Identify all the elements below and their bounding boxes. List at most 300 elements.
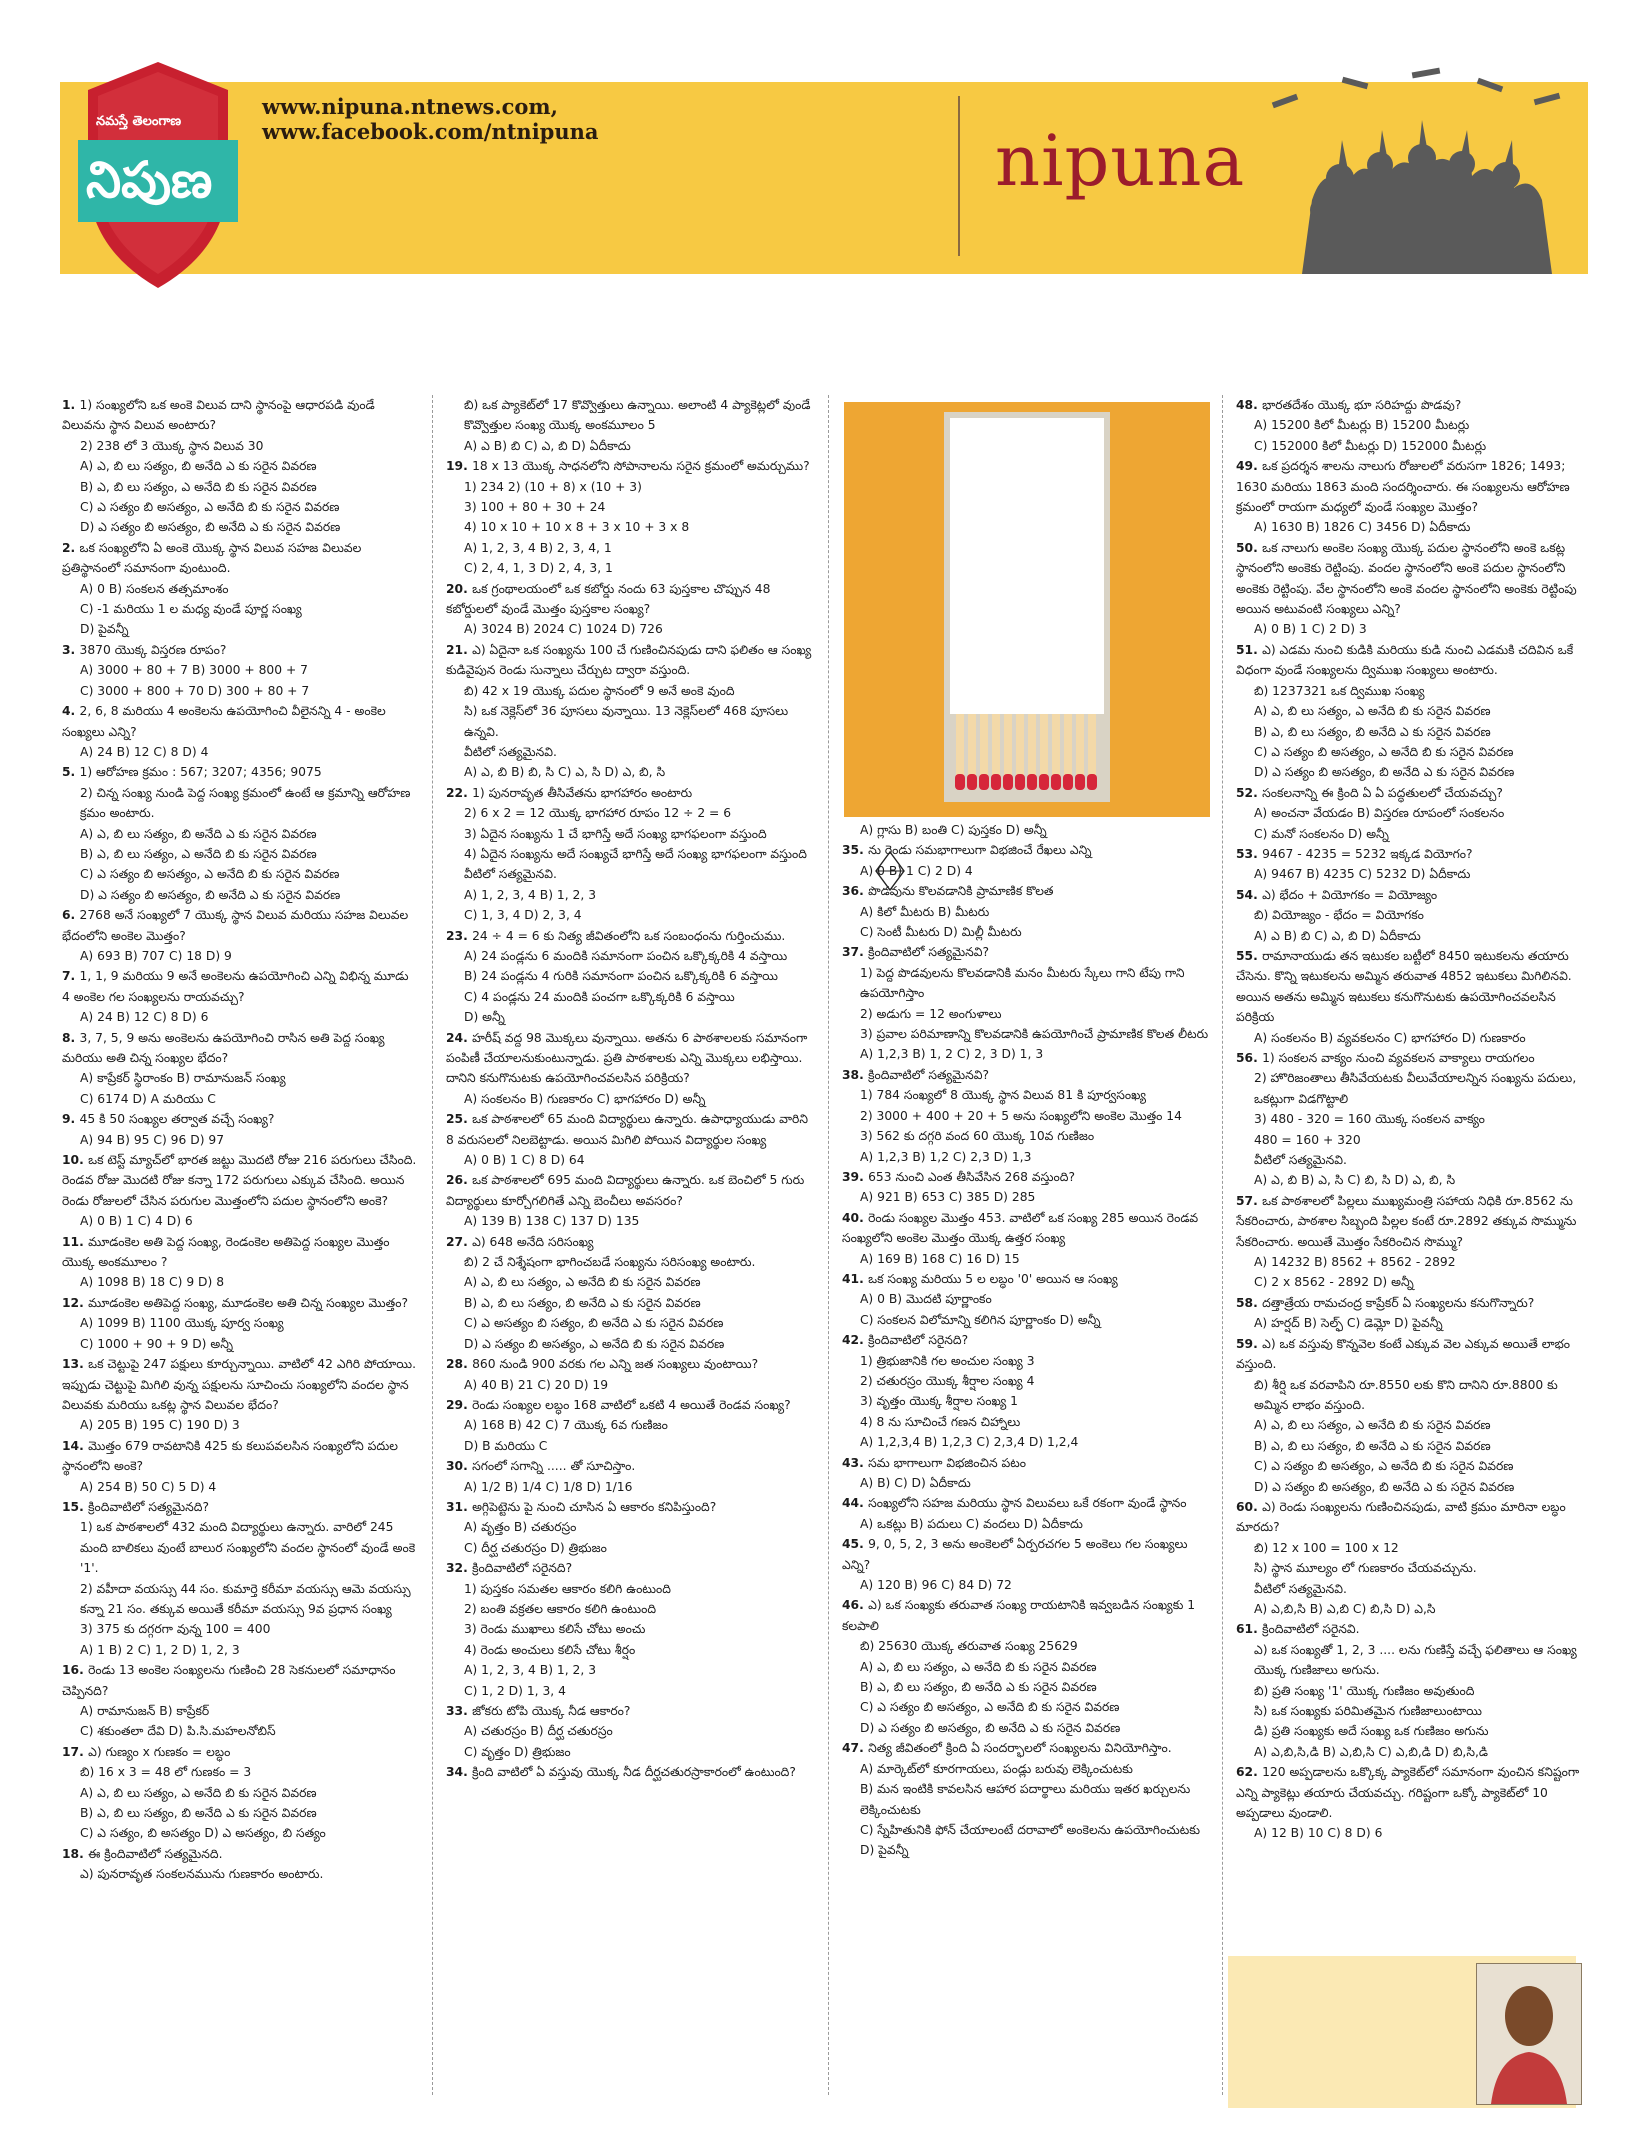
question-text [1236, 640, 1582, 681]
question-number: 1. [62, 398, 80, 412]
question-item [62, 1028, 420, 1110]
question-item [842, 1595, 1214, 1738]
question-stem: ఒక సంఖ్య మరియు 5 ల లబ్ధం '0' అయిన ఆ సంఖ్య [868, 1271, 1118, 1286]
answer-option: 3) 375 కు దగ్గరగా వున్న 100 = 400 [80, 1622, 271, 1637]
question-text [842, 1330, 1214, 1350]
answer-option: C) -1 మరియు 1 ల మధ్య వుండే పూర్ణ సంఖ్య [80, 602, 302, 617]
answer-option: D) B మరియు C [464, 1438, 548, 1453]
question-stem: మొత్తం 679 రావటానికి 425 కు కలుపవలసిన సంఖ్యలోని పదుల స్థానంలోని అంకె? [62, 1438, 399, 1474]
question-item [62, 538, 420, 640]
question-text [1236, 1497, 1582, 1538]
answer-option: A) 0 B) సంకలన తత్సమాంశం [80, 581, 229, 596]
question-item [842, 1167, 1214, 1208]
answer-option: C) 1, 2 D) 1, 3, 4 [464, 1683, 566, 1698]
question-stem: ఎ) 648 అనేది సరిసంఖ్య [472, 1234, 594, 1249]
question-item [842, 942, 1214, 1064]
question-text [446, 1395, 818, 1415]
answer-option: A) మార్కెట్‌లో కూరగాయలు, పండ్లు బరువు లెక్కించుటకు [860, 1761, 1133, 1776]
answer-option: బి) శీర్షి ఒక వరవాపిని రూ.8550 లకు కొని దానిని రూ.8800 కు అమ్మిన లాభం వస్తుంది. [1254, 1377, 1558, 1412]
answer-option: A) ఎ, బి లు సత్యం, ఎ అనేది బి కు సరైన వివరణ [80, 1785, 317, 1800]
answer-option: C) ఎ సత్యం బి అసత్యం, ఎ అనేది బి కు సరైన వివరణ [860, 1700, 1120, 1715]
question-number: 22. [446, 785, 473, 800]
question-number: 16. [62, 1663, 89, 1678]
question-item [62, 640, 420, 701]
question-number: 28. [446, 1357, 473, 1372]
answer-option: A) 168 B) 42 C) 7 యొక్క 6వ గుణిజం [464, 1418, 668, 1433]
question-text [842, 1738, 1214, 1758]
answer-option: A) 15200 కిలో మీటర్లు B) 15200 మీటర్లు [1254, 418, 1470, 433]
answer-option: A) 0 B) 1 C) 8 D) 64 [464, 1153, 585, 1168]
question-item [62, 1742, 420, 1844]
question-number: 33. [446, 1704, 473, 1718]
answer-option: వీటిలో సత్యమైనవి. [464, 867, 557, 882]
question-item [62, 1436, 420, 1497]
answer-option: బి) 1237321 ఒక ద్విముఖ సంఖ్య [1254, 683, 1425, 698]
question-number: 52. [1236, 785, 1263, 800]
question-item [1236, 885, 1582, 946]
question-number: 41. [842, 1271, 869, 1286]
question-item [842, 1493, 1214, 1534]
answer-option: A) ఎ, బి లు సత్యం, బి అనేది ఎ కు సరైన వివరణ [80, 459, 317, 474]
answer-option: 4) రెండు అంచులు కలిసే చోటు శీర్షం [464, 1642, 636, 1657]
question-number: 46. [842, 1598, 869, 1613]
question-item [62, 905, 420, 966]
answer-option: బి) 12 x 100 = 100 x 12 [1254, 1540, 1399, 1555]
answer-option: C) 1000 + 90 + 9 D) అన్నీ [80, 1336, 234, 1351]
question-number: 10. [62, 1153, 89, 1168]
question-item [446, 783, 818, 926]
facebook-link[interactable]: www.facebook.com/ntnipuna [262, 119, 599, 144]
question-stem: 1) సంఖ్యలోని ఒక అంకె విలువ దాని స్థానంపై ఆధారపడి వుండే విలువను స్థాన విలువ అంటారు? [62, 398, 375, 433]
question-stem: జోకరు టోపి యొక్క నీడ ఆకారం? [472, 1704, 631, 1718]
question-number: 8. [62, 1030, 80, 1045]
question-stem: అగ్గిపెట్టెను పై నుంచి చూసిన ఏ ఆకారం కనిపిస్తుంది? [472, 1499, 717, 1514]
question-number: 53. [1236, 846, 1263, 861]
answer-option: C) ఎ సత్యం బి అసత్యం, ఎ అనేది బి కు సరైన వివరణ [1254, 1459, 1514, 1474]
question-number: 5. [62, 765, 80, 780]
column-divider [432, 395, 433, 2095]
question-stem: 3, 7, 5, 9 అను అంకెలను ఉపయోగించి రాసిన అతి పెద్ద సంఖ్య మరియు అతి చిన్న సంఖ్యల భేదం? [62, 1030, 385, 1065]
question-text [62, 1028, 420, 1069]
answer-option: 2) చిన్న సంఖ్య నుండి పెద్ద సంఖ్య క్రమంలో ఉంటే ఆ క్రమాన్ని ఆరోహణ క్రమం అంటారు. [80, 785, 411, 821]
question-stem: 120 అప్పడాలను ఒక్కొక్క ప్యాకెట్‌లో సమానంగా వుంచిన కనిష్టంగా ఎన్ని ప్యాకెట్లు తయారు చేయవచ్చు. గరిష్టంగా ఒక్కో ప్యాకెట్‌లో 10 అప్పడాలు వుండాలి. [1236, 1765, 1580, 1821]
question-item [842, 1208, 1214, 1269]
answer-option: C) సంకలన విలోమాన్ని కలిగిన పూర్ణాంకం D) అన్నీ [860, 1312, 1101, 1327]
answer-option: C) 3000 + 800 + 70 D) 300 + 80 + 7 [80, 683, 310, 698]
question-text [1236, 538, 1582, 620]
question-text [62, 395, 420, 436]
question-text [446, 1762, 818, 1782]
question-stem: భారతదేశం యొక్క భూ సరిహద్దు పొడవు? [1262, 398, 1462, 412]
question-text [446, 640, 818, 681]
answer-option: A) ఎ, బి లు సత్యం, ఎ అనేది బి కు సరైన వివరణ [1254, 704, 1491, 719]
question-column-3 [842, 820, 1214, 2110]
question-stem: క్రిందివాటిలో సరైనవి. [1262, 1622, 1360, 1637]
question-item [446, 926, 818, 1028]
question-item [62, 1844, 420, 1885]
question-text [842, 1453, 1214, 1473]
question-item [62, 1293, 420, 1354]
question-stem: ఎ) ఎడమ నుంచి కుడికి మరియు కుడి నుంచి ఎడమకి చదివిన ఒకే విధంగా వుండే సంఖ్యలను ద్విముఖ సంఖ్యలు అంటారు. [1236, 642, 1574, 678]
question-stem: 18 x 13 యొక్క సాధనలోని సోపానాలను సరైన క్రమంలో అమర్చుము? [472, 459, 810, 474]
answer-option: B) ఎ, బి లు సత్యం, బి అనేది ఎ కు సరైన వివరణ [464, 1295, 701, 1310]
question-item [62, 966, 420, 1027]
answer-option: A) రామానుజన్ B) కాప్రేకర్ [80, 1704, 210, 1718]
answer-option: A) B) C) D) ఏదీకాదు [860, 1476, 971, 1490]
question-text [842, 1208, 1214, 1249]
question-text [62, 1293, 420, 1313]
question-number: 59. [1236, 1336, 1263, 1351]
answer-option: A) 1, 2, 3, 4 B) 1, 2, 3 [464, 887, 597, 902]
question-item [446, 1558, 818, 1701]
answer-option: 2) హొరిజంతాలు తీసివేయటకు వీలువేయాలన్నిన సంఖ్యను పదులు, ఒకట్లుగా విడగొట్టాలి [1254, 1071, 1577, 1106]
question-stem: 1, 1, 9 మరియు 9 అనే అంకెలను ఉపయోగించి ఎన్ని విభిన్న మూడు 4 అంకెల గల సంఖ్యలను రాయవచ్చు? [62, 969, 409, 1004]
question-number: 57. [1236, 1193, 1263, 1208]
answer-option: B) ఎ, బి లు సత్యం, బి అనేది ఎ కు సరైన వివరణ [860, 1680, 1097, 1695]
question-stem: క్రిందివాటిలో సరైనది? [868, 1333, 969, 1348]
question-item [446, 1354, 818, 1395]
question-stem: దత్తాత్రేయ రామచంద్ర కాప్రేకర్ ఏ సంఖ్యలను కనుగొన్నారు? [1262, 1295, 1535, 1310]
question-stem: 9467 - 4235 = 5232 ఇక్కడ వియోగం? [1262, 846, 1473, 861]
question-number: 17. [62, 1744, 89, 1759]
question-item [446, 395, 818, 456]
question-number: 61. [1236, 1622, 1263, 1637]
question-text [62, 1232, 420, 1273]
question-item [446, 1170, 818, 1231]
answer-option: A) ఎ, బి లు సత్యం, బి అనేది ఎ కు సరైన వివరణ [80, 826, 317, 841]
answer-option: A) 0 B) 1 C) 2 D) 4 [860, 863, 973, 878]
question-stem: 1) సంకలన వాక్యం నుంచి వ్యవకలన వాక్యాలు రాయగలం [1262, 1051, 1535, 1065]
question-text [62, 1354, 420, 1415]
question-stem: 1) ఆరోహణ క్రమం : 567; 3207; 4356; 9075 [79, 765, 322, 780]
answer-option: D) ఎ సత్యం బి అసత్యం, బి అనేది ఎ కు సరైన వివరణ [1254, 1479, 1515, 1494]
question-number: 19. [446, 459, 473, 474]
question-number: 3. [62, 642, 80, 657]
answer-option: వీటిలో సత్యమైనవి. [1254, 1581, 1347, 1596]
answer-option: C) మనో సంకలనం D) అన్నీ [1254, 826, 1389, 841]
question-stem: రెండు 13 అంకెల సంఖ్యలను గుణించి 28 సెకనులలో సమాధానం చెప్పినది? [62, 1663, 396, 1698]
question-number: 14. [62, 1438, 89, 1453]
answer-option: A) అంచనా వేయడం B) విస్తరణ రూపంలో సంకలనం [1254, 806, 1505, 821]
question-text [446, 579, 818, 620]
answer-option: D) పైవన్నీ [80, 622, 129, 637]
answer-option: C) సెంటీ మీటరు D) మిల్లీ మీటరు [860, 925, 1022, 940]
answer-option: బి) 25630 యొక్క తరువాత సంఖ్య 25629 [860, 1639, 1078, 1654]
answer-option: 1) పెద్ద పొడవులను కొలవడానికి మనం మీటరు స్కేలు గాని టేపు గాని ఉపయోగిస్తాం [860, 965, 1185, 1001]
question-text [62, 538, 420, 579]
question-text [1236, 456, 1582, 517]
answer-option: A) కిలో మీటరు B) మీటరు [860, 904, 990, 919]
question-number: 12. [62, 1295, 89, 1310]
answer-option: 3) 480 - 320 = 160 యొక్క సంకలన వాక్యం [1254, 1112, 1485, 1127]
question-number: 7. [62, 969, 80, 984]
answer-option: A) ఎ, బి లు సత్యం, ఎ అనేది బి కు సరైన వివరణ [464, 1275, 701, 1290]
question-item [62, 1497, 420, 1660]
answer-option: C) వృత్తం D) త్రిభుజం [464, 1744, 571, 1759]
question-text [62, 966, 420, 1007]
answer-option: 1) త్రిభుజానికి గల అంచుల సంఖ్య 3 [860, 1353, 1035, 1368]
answer-option: వీటిలో సత్యమైనవి. [1254, 1153, 1347, 1168]
answer-option: B) ఎ, బి లు సత్యం, ఎ అనేది బి కు సరైన వివరణ [80, 846, 317, 861]
question-number: 6. [62, 908, 80, 923]
answer-option: బి) 42 x 19 యొక్క పదుల స్థానంలో 9 అనే అంకె వుంది [464, 683, 735, 698]
question-stem: ఒక గ్రంథాలయంలో ఒక కబోర్డు నందు 63 పుస్తకాల చొప్పున 48 కబోర్డులలో వుండే మొత్తం పుస్తకాల సంఖ్య? [446, 581, 771, 617]
question-item [842, 1269, 1214, 1330]
answer-option: 1) పుస్తకం సమతల ఆకారం కలిగి ఉంటుంది [464, 1581, 671, 1596]
question-stem: ఎ) ఏదైనా ఒక సంఖ్యను 100 చే గుణించినపుడు దాని ఫలితం ఆ సంఖ్య కుడివైపున రెండు సున్నాలు చేర్చుట ద్వారా వస్తుంది. [446, 642, 812, 678]
answer-option: 2) బంతి వక్రతల ఆకారం కలిగి ఉంటుంది [464, 1601, 657, 1616]
answer-option: A) 169 B) 168 C) 16 D) 15 [860, 1251, 1020, 1266]
question-number: 49. [1236, 459, 1263, 474]
answer-option: A) 1 B) 2 C) 1, 2 D) 1, 2, 3 [80, 1642, 240, 1657]
question-text [446, 1497, 818, 1517]
question-item [446, 1395, 818, 1456]
question-item [1236, 1619, 1582, 1762]
question-number: 56. [1236, 1051, 1263, 1065]
answer-option: బి) 16 x 3 = 48 లో గుణకం = 3 [80, 1765, 252, 1780]
answer-option: A) 9467 B) 4235 C) 5232 D) ఏదీకాదు [1254, 867, 1471, 882]
question-stem: 3870 యొక్క విస్తరణ రూపం? [79, 642, 227, 657]
answer-option: 3) ప్రవాల పరిమాణాన్ని కొలవడానికి ఉపయోగించే ప్రామాణిక కొలత లీటరు [860, 1027, 1209, 1042]
question-text [446, 1354, 818, 1374]
question-stem: క్రిందివాటిలో సత్యమైనది? [88, 1499, 209, 1514]
question-text [62, 1436, 420, 1477]
question-item [446, 1232, 818, 1354]
answer-option: D) ఎ సత్యం బి అసత్యం, బి అనేది ఎ కు సరైన వివరణ [1254, 765, 1515, 780]
answer-option: D) ఎ సత్యం బి అసత్యం, బి అనేది ఎ కు సరైన వివరణ [80, 520, 341, 535]
question-text [62, 905, 420, 946]
answer-option: A) 0 B) మొదటి పూర్ణాంకం [860, 1292, 992, 1307]
answer-option: D) అన్నీ [464, 1010, 505, 1025]
question-item [62, 1109, 420, 1150]
question-item [1236, 640, 1582, 783]
question-stem: సగంలో సగాన్ని ..... తో సూచిస్తాం. [472, 1459, 636, 1474]
question-item [1236, 538, 1582, 640]
question-text [446, 1109, 818, 1150]
question-stem: క్రిందివాటిలో సరైనది? [472, 1561, 573, 1576]
answer-option: A) ఎ B) బి C) ఎ, బి D) ఏదీకాదు [1254, 928, 1421, 943]
question-stem: 9, 0, 5, 2, 3 అను అంకెలలో ఏర్పరచగల 5 అంకెలు గల సంఖ్యలు ఎన్ని? [842, 1537, 1188, 1572]
answer-option: సి) ఒక సంఖ్యకు పరిమితమైన గుణిజాలుంటాయి [1254, 1704, 1482, 1718]
question-number: 39. [842, 1169, 869, 1184]
badge-tagline: నమస్తే తెలంగాణ [96, 114, 182, 129]
question-item [842, 1330, 1214, 1452]
question-stem: 2768 అనే సంఖ్యలో 7 యొక్క స్థాన విలువ మరియు సహజ విలువల భేదంలోని అంకెల మొత్తం? [62, 908, 409, 943]
question-stem: ఒక చెట్టుపై 247 పక్షులు కూర్చున్నాయి. వాటిలో 42 ఎగిరి పోయాయి. ఇప్పుడు చెట్టుపై మిగిలి వున్న పక్షులను సూచించు సంఖ్యలోని వందల స్థాన విలువకు మరియు ఒకట్ల స్థాన విలువల భేదం? [62, 1357, 416, 1412]
question-text [446, 1701, 818, 1721]
answer-option: A) 1,2,3,4 B) 1,2,3 C) 2,3,4 D) 1,2,4 [860, 1435, 1079, 1450]
answer-option: 2) 238 లో 3 యొక్క స్థాన విలువ 30 [80, 438, 264, 453]
question-stem: ఒక సంఖ్యలోని ఏ అంకె యొక్క స్థాన విలువ సహజ విలువల ప్రతిస్థానంలో సమానంగా వుంటుంది. [62, 540, 362, 576]
answer-option: A) 205 B) 195 C) 190 D) 3 [80, 1418, 240, 1433]
answer-option: 2) 6 x 2 = 12 యొక్క భాగహార రూపం 12 ÷ 2 = 6 [464, 806, 732, 821]
answer-option: C) 4 పండ్లను 24 మందికి పంచగా ఒక్కొక్కరికి 6 వస్తాయి [464, 989, 735, 1004]
answer-option: D) ఎ సత్యం బి అసత్యం, ఎ అనేది బి కు సరైన వివరణ [464, 1336, 725, 1351]
answer-option: A) 12 B) 10 C) 8 D) 6 [1254, 1826, 1383, 1841]
question-item [1236, 946, 1582, 1048]
question-stem: 45 కి 50 సంఖ్యల తర్వాత వచ్చే సంఖ్య? [79, 1112, 275, 1127]
answer-option: A) ఎ B) బి C) ఎ, బి D) ఏదీకాదు [464, 438, 631, 453]
website-link[interactable]: www.nipuna.ntnews.com, [262, 94, 558, 119]
answer-option: A) హర్షద్ B) సెల్ఫ్ C) డెమ్లో D) పైవన్నీ [1254, 1316, 1443, 1331]
question-number: 48. [1236, 398, 1263, 412]
question-number: 40. [842, 1210, 869, 1225]
answer-option: C) దీర్ఘ చతురస్రం D) త్రిభుజం [464, 1540, 607, 1555]
answer-option: A) 120 B) 96 C) 84 D) 72 [860, 1578, 1012, 1593]
graduation-crowd-icon [1262, 60, 1584, 274]
answer-option: A) 1,2,3 B) 1,2 C) 2,3 D) 1,3 [860, 1149, 1032, 1164]
answer-option: A) ఎ, బి B) ఎ, సి C) బి, సి D) ఎ, బి, సి [1254, 1173, 1456, 1188]
question-text [446, 1232, 818, 1252]
question-item [62, 1354, 420, 1436]
answer-option: 480 = 160 + 320 [1254, 1132, 1361, 1147]
answer-option: A) 24 పండ్లను 6 మందికి సమానంగా పంచిన ఒక్కొక్కరికి 4 వస్తాయి [464, 948, 788, 963]
question-item [446, 1497, 818, 1558]
answer-option: A) 693 B) 707 C) 18 D) 9 [80, 948, 232, 963]
question-number: 32. [446, 1561, 473, 1576]
question-number: 60. [1236, 1499, 1263, 1514]
question-column-1 [62, 395, 420, 2095]
question-item [446, 456, 818, 578]
question-stem: ఒక పాఠశాలలో పిల్లలు ముఖ్యమంత్రి సహాయ నిధికి రూ.8562 ను సేకరించారు, పాఠశాల సిబ్బంది పిల్లల కంటే రూ.2892 తక్కువ సొమ్మును సేకరించారు. అయితే మొత్తం సేకరించిన సొమ్ము? [1236, 1193, 1577, 1249]
question-number: 11. [62, 1234, 89, 1249]
question-item [1236, 1497, 1582, 1619]
question-stem: ఒక పాఠశాలలో 65 మంది విద్యార్థులు ఉన్నారు. ఉపాధ్యాయుడు వారిని 8 వరుసలలో నిలబెట్టాడు. అయిన మిగిలి పోయిన విద్యార్థుల సంఖ్య [446, 1112, 808, 1147]
question-number: 29. [446, 1397, 473, 1412]
question-stem: రెండు సంఖ్యల లబ్ధం 168 వాటిలో ఒకటి 4 అయితే రెండవ సంఖ్య? [472, 1397, 791, 1412]
question-item [62, 1232, 420, 1293]
question-text [1236, 1334, 1582, 1375]
question-stem: ఈ క్రిందివాటిలో సత్యమైనది. [88, 1846, 223, 1861]
question-number: 55. [1236, 948, 1263, 963]
question-item [1236, 1334, 1582, 1497]
question-item [446, 1028, 818, 1110]
question-text [842, 1065, 1214, 1085]
question-text [446, 926, 818, 946]
question-stem: 1) పునరావృత తీసివేతను భాగహారం అంటారు [472, 785, 693, 800]
question-stem: ఒక ప్రదర్శన శాలను నాలుగు రోజులలో వరుసగా 1826; 1493; 1630 మరియు 1863 మంది సందర్శించారు. ఈ సంఖ్యలను ఆరోహణ క్రమంలో రాయగా మధ్యలో వుండే సంఖ్యల మొత్తం? [1236, 459, 1570, 515]
question-item [1236, 844, 1582, 885]
question-number: 20. [446, 581, 473, 596]
answer-option: B) మన ఇంటికి కావలసిన ఆహార పదార్థాలు మరియు ఇతర ఖర్చులను లెక్కించుటకు [860, 1782, 1191, 1817]
answer-option: 4) 8 ను సూచించే గణన చిహ్నాలు [860, 1414, 1021, 1429]
answer-option: C) 152000 కిలో మీటర్లు D) 152000 మీటర్లు [1254, 438, 1487, 453]
question-number: 31. [446, 1499, 473, 1514]
answer-option: A) ఎ, బి లు సత్యం, ఎ అనేది బి కు సరైన వివరణ [860, 1659, 1097, 1674]
answer-option: సి) స్థాన మూల్యం లో గుణకారం చేయవచ్చును. [1254, 1561, 1477, 1576]
answer-option: C) ఎ సత్యం, బి అసత్యం D) ఎ అసత్యం, బి సత్యం [80, 1826, 326, 1841]
answer-option: 3) రెండు ముఖాలు కలిసే చోటు అంచు [464, 1622, 646, 1637]
question-number: 45. [842, 1537, 869, 1552]
answer-option: డి) ప్రతి సంఖ్యకు అదే సంఖ్య ఒక గుణిజం అగును [1254, 1724, 1489, 1739]
question-stem: 860 నుండి 900 వరకు గల ఎన్ని జత సంఖ్యలు వుంటాయి? [472, 1357, 759, 1372]
question-item [842, 1534, 1214, 1595]
answer-option: A) సంకలనం B) వ్యవకలనం C) భాగహారం D) గుణకారం [1254, 1030, 1526, 1045]
answer-option: 3) వృత్తం యొక్క శీర్షాల సంఖ్య 1 [860, 1394, 1018, 1409]
answer-option: A) 3000 + 80 + 7 B) 3000 + 800 + 7 [80, 663, 309, 678]
answer-option: వీటిలో సత్యమైనవి. [464, 744, 557, 759]
answer-option: 3) ఏదైన సంఖ్యను 1 చే భాగిస్తే అదే సంఖ్య భాగఫలంగా వస్తుంది [464, 826, 767, 841]
badge-title: నిపుణ [86, 151, 213, 209]
question-text [62, 762, 420, 782]
question-item [446, 1762, 818, 1782]
question-number: 35. [842, 843, 869, 858]
question-number: 50. [1236, 540, 1263, 555]
answer-option: A) ఒకట్లు B) పదులు C) వందలు D) ఏదీకాదు [860, 1516, 1083, 1531]
answer-option: A) 1099 B) 1100 యొక్క పూర్వ సంఖ్య [80, 1316, 284, 1331]
question-item [1236, 1048, 1582, 1191]
answer-option: C) 1, 3, 4 D) 2, 3, 4 [464, 908, 582, 923]
answer-option: A) సంకలనం B) గుణకారం C) భాగహారం D) అన్నీ [464, 1091, 706, 1106]
question-item [842, 1453, 1214, 1494]
question-text [842, 1167, 1214, 1187]
answer-option: B) 24 పండ్లను 4 గురికి సమానంగా పంచిన ఒక్కొక్కరికి 6 వస్తాయి [464, 969, 778, 984]
question-item [1236, 1191, 1582, 1293]
question-text [62, 1660, 420, 1701]
question-item [446, 640, 818, 783]
question-number: 58. [1236, 1295, 1263, 1310]
question-text [62, 1109, 420, 1129]
answer-option: A) 139 B) 138 C) 137 D) 135 [464, 1214, 640, 1229]
question-number: 47. [842, 1741, 869, 1756]
question-text [446, 1558, 818, 1578]
answer-option: బి) 2 చే నిశ్శేషంగా భాగించబడే సంఖ్యను సరిసంఖ్య అంటారు. [464, 1255, 756, 1270]
question-stem: పొడవును కొలవడానికి ప్రామాణిక కొలత [868, 884, 1054, 899]
answer-option: A) 1630 B) 1826 C) 3456 D) ఏదీకాదు [1254, 520, 1471, 535]
answer-option: C) ఎ సత్యం బి అసత్యం, ఎ అనేది బి కు సరైన వివరణ [80, 500, 340, 515]
answer-option: 3) 562 కు దగ్గరి వంద 60 యొక్క 10వ గుణిజం [860, 1129, 1095, 1144]
question-text [842, 1595, 1214, 1636]
question-item [842, 1065, 1214, 1167]
question-text [1236, 1293, 1582, 1313]
question-stem: హరీష్ వద్ద 98 మొక్కలు వున్నాయి. అతను 6 పాఠశాలలకు సమానంగా పంపిణీ చేయాలనుకుంటున్నాడు. ప్రతి పాఠశాలకు ఎన్ని మొక్కలు లభిస్తాయి. దానిని కనుగొనుటకు ఉపయోగించవలసిన పరిక్రియ? [446, 1030, 808, 1086]
question-text [1236, 885, 1582, 905]
question-text [1236, 946, 1582, 1028]
question-stem: ఎ) ఒక సంఖ్యకు తరువాత సంఖ్య రాయటానికి ఇవ్వబడిన సంఖ్యకు 1 కలపాలి [842, 1598, 1196, 1633]
question-text [842, 1493, 1214, 1513]
question-item [1236, 456, 1582, 538]
question-number: 34. [446, 1765, 473, 1780]
column-divider [1222, 395, 1223, 2095]
answer-option: A) 1,2,3 B) 1, 2 C) 2, 3 D) 1, 3 [860, 1047, 1044, 1062]
question-column-4 [1236, 395, 1582, 1955]
answer-option: బి) వియోజ్యం - భేదం = వియోగకం [1254, 908, 1424, 923]
question-number: 36. [842, 884, 869, 899]
answer-option: A) 921 B) 653 C) 385 D) 285 [860, 1190, 1036, 1205]
answer-option: ఎ) ఒక సంఖ్యతో 1, 2, 3 .... లను గుణిస్తే వచ్చే ఫలితాలు ఆ సంఖ్య యొక్క గుణిజాలు అగును. [1254, 1642, 1577, 1678]
question-text [446, 783, 818, 803]
question-number: 54. [1236, 887, 1263, 902]
question-stem: 24 ÷ 4 = 6 కు నిత్య జీవితంలోని ఒక సంబంధంను గుర్తించుము. [472, 928, 786, 943]
question-number: 51. [1236, 642, 1263, 657]
question-number: 25. [446, 1112, 473, 1127]
answer-option: C) ఎ సత్యం బి అసత్యం, ఎ అనేది బి కు సరైన వివరణ [1254, 744, 1514, 759]
answer-option: D) ఎ సత్యం బి అసత్యం, బి అనేది ఎ కు సరైన వివరణ [860, 1720, 1121, 1735]
question-number: 4. [62, 704, 80, 719]
question-item [842, 820, 1214, 840]
answer-option: B) ఎ, బి లు సత్యం, బి అనేది ఎ కు సరైన వివరణ [80, 1806, 317, 1821]
question-item [1236, 1762, 1582, 1844]
question-stem: ఎ) రెండు సంఖ్యలను గుణించినపుడు, వాటి క్రమం మారినా లబ్ధం మారదు? [1236, 1499, 1566, 1535]
question-number: 13. [62, 1357, 89, 1372]
answer-option: A) 1/2 B) 1/4 C) 1/8 D) 1/16 [464, 1479, 633, 1494]
question-text [62, 640, 420, 660]
question-item [446, 1109, 818, 1170]
question-number: 42. [842, 1333, 869, 1348]
author-photo [1476, 1963, 1582, 2105]
question-stem: 2, 6, 8 మరియు 4 అంకెలను ఉపయోగించి వీలైనన్ని 4 - అంకెల సంఖ్యలు ఎన్ని? [62, 704, 386, 739]
answer-option: 2) 3000 + 400 + 20 + 5 అను సంఖ్యలోని అంకెల మొత్తం 14 [860, 1108, 1182, 1123]
